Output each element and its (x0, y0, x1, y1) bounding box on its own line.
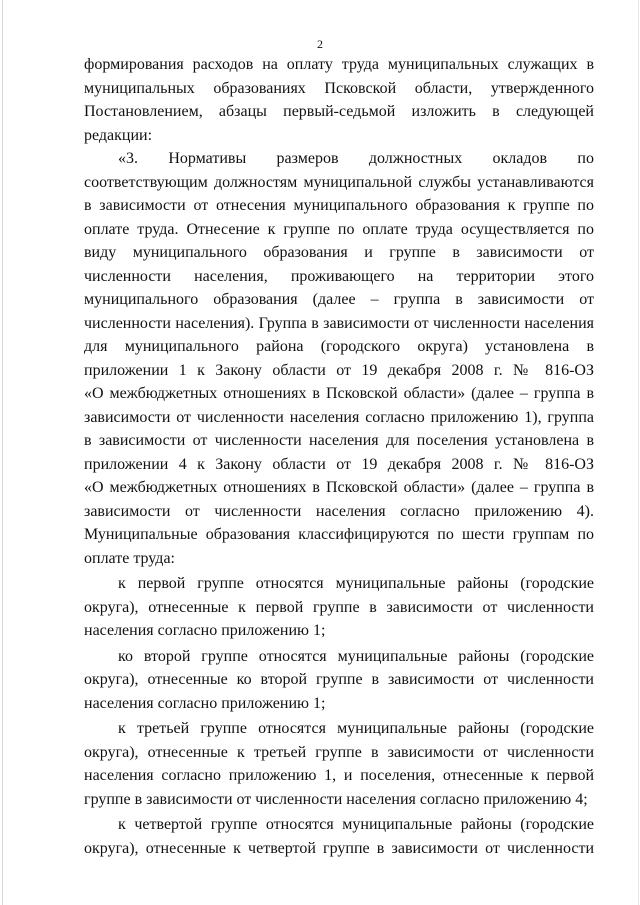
text-line: округа), отнесенные ко второй группе в зависимости от численности (84, 671, 594, 688)
text-line: округа), отнесенные к первой группе в зависимости от численности (84, 598, 594, 616)
text-line: оплате труда. Отнесение к группе по оплате труда осуществляется по (84, 220, 594, 238)
text-line: виду муниципального образования и группе в зависимости от (84, 244, 594, 261)
text-line: «3. Нормативы размеров должностных окладов по (118, 150, 594, 167)
text-line: приложении 4 к Закону области от 19 декабря 2008 г. № 816-ОЗ (84, 455, 594, 473)
text-line: к первой группе относятся муниципальные районы (городские (118, 575, 594, 592)
paragraph-group-1 (84, 572, 594, 643)
text-line: муниципальных образованиях Псковской области, утвержденного (84, 79, 594, 97)
paragraph-intro (84, 53, 594, 147)
text-line: формирования расходов на оплату труда муниципальных служащих в (84, 56, 594, 73)
text-line: населения согласно приложению 1, и поселения, отнесенные к первой (84, 767, 594, 784)
text-line: в зависимости от численности населения для поселения установлена в (84, 432, 594, 449)
document-body (84, 53, 594, 860)
text-line: зависимости от численности населения согласно приложению 4). (84, 502, 594, 520)
text-line: группе в зависимости от численности населения согласно приложению 4; (84, 790, 588, 808)
scan-edge-left (2, 0, 3, 905)
paragraph-group-3 (84, 717, 594, 811)
text-line: зависимости от численности населения согласно приложению 1), группа (84, 408, 594, 426)
paragraph-group-4 (84, 813, 594, 860)
text-line: для муниципального района (городского округа) установлена в (84, 338, 594, 355)
text-line: округа), отнесенные к третьей группе в зависимости от численности (84, 743, 594, 761)
text-line: численности населения, проживающего на территории этого (84, 267, 594, 285)
text-line: численности населения). Группа в зависимости от численности населения (84, 314, 594, 332)
text-line: редакции: (84, 126, 153, 144)
paragraph-norms (84, 147, 594, 570)
text-line: ко второй группе относятся муниципальные районы (городские (118, 647, 594, 665)
text-line: к третьей группе относятся муниципальные районы (городские (118, 720, 594, 737)
text-line: Муниципальные образования классифицируются по шести группам по (84, 526, 594, 543)
text-line: населения согласно приложению 1; (84, 694, 326, 712)
text-line: округа), отнесенные к четвертой группе в зависимости от численности (84, 839, 594, 857)
text-line: соответствующим должностям муниципальной службы устанавливаются (84, 173, 594, 191)
paragraph-group-2 (84, 645, 594, 716)
text-line: «О межбюджетных отношениях в Псковской области» (далее – группа в (84, 479, 594, 496)
text-line: Постановлением, абзацы первый-седьмой изложить в следующей (84, 103, 594, 120)
text-line: приложении 1 к Закону области от 19 декабря 2008 г. № 816-ОЗ (84, 361, 594, 379)
page-number: 2 (317, 37, 323, 51)
text-line: муниципального образования (далее – группа в зависимости от (84, 291, 594, 308)
text-line: к четвертой группе относятся муниципальные районы (городские (118, 816, 594, 833)
text-line: «О межбюджетных отношениях в Псковской области» (далее – группа в (84, 385, 594, 402)
text-line: оплате труда: (84, 549, 175, 567)
text-line: населения согласно приложению 1; (84, 622, 326, 639)
text-line: в зависимости от отнесения муниципального образования к группе по (84, 197, 594, 214)
scan-edge-right (638, 0, 639, 905)
